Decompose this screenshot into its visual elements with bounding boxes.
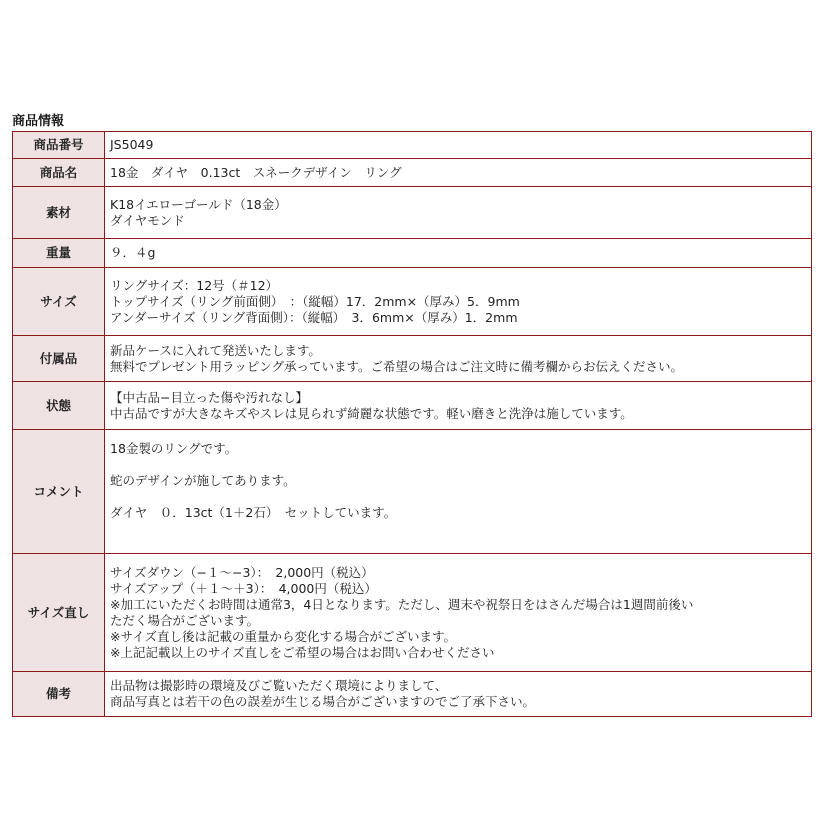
comment-line-3: ダイヤ ０．13ct（1＋2石） セットしています。 (110, 505, 397, 520)
row-accessories (13, 336, 812, 382)
condition-line-2: 中古品ですが大きなキズやスレは見られず綺麗な状態です。軽い磨きと洗浄は施しています。 (110, 405, 633, 421)
value-accessories (105, 336, 812, 382)
accessories-line-2: 無料でプレゼント用ラッピング承っています。ご希望の場合はご注文時に備考欄からお伝えください。 (110, 358, 684, 374)
comment-spacer-top (110, 432, 806, 441)
row-product-name (13, 159, 812, 187)
value-condition (105, 382, 812, 430)
label-size: サイズ (13, 268, 105, 336)
value-product-number (105, 132, 812, 159)
resize-line-6: ※上記記載以上のサイズ直しをご希望の場合はお問い合わせください (110, 644, 495, 660)
row-condition (13, 382, 812, 430)
comment-spacer-1 (110, 457, 806, 473)
row-resize (13, 554, 812, 672)
value-remarks (105, 672, 812, 717)
size-line-1: リングサイズ：12号（＃12） (110, 277, 279, 293)
material-line-1: K18イエローゴールド（18金） (110, 196, 287, 212)
product-number-text: JS5049 (110, 137, 154, 152)
row-product-number (13, 132, 812, 159)
product-name-text: 18金 ダイヤ 0.13ct スネークデザイン リング (110, 164, 402, 180)
condition-line-1: 【中古品−目立った傷や汚れなし】 (110, 389, 308, 405)
value-material (105, 187, 812, 239)
resize-line-3: ※加工にいただくお時間は通常3，4日となります。ただし、週末や祝祭日をはさんだ場合は1週間前後い (110, 596, 694, 612)
size-line-2: トップサイズ（リング前面側） ：（縦幅）17．2mm×（厚み）5．9mm (110, 293, 520, 309)
label-material: 素材 (13, 187, 105, 239)
label-product-name: 商品名 (13, 159, 105, 187)
resize-line-4: ただく場合がございます。 (110, 612, 260, 628)
label-resize: サイズ直し (13, 554, 105, 672)
row-remarks (13, 672, 812, 717)
label-product-number: 商品番号 (13, 132, 105, 159)
comment-spacer-2 (110, 489, 806, 505)
label-accessories: 付属品 (13, 336, 105, 382)
comment-line-2: 蛇のデザインが施してあります。 (110, 473, 296, 488)
resize-line-5: ※サイズ直し後は記載の重量から変化する場合がございます。 (110, 628, 456, 644)
value-weight (105, 239, 812, 268)
remarks-line-1: 出品物は撮影時の環境及びご覧いただく環境によりまして、 (110, 678, 448, 693)
row-size (13, 268, 812, 336)
row-comment (13, 430, 812, 554)
weight-text: ９．４g (110, 245, 156, 260)
label-comment: コメント (13, 430, 105, 554)
remarks-line-2: 商品写真とは若干の色の誤差が生じる場合がございますのでご了承下さい。 (110, 694, 536, 709)
value-resize (105, 554, 812, 672)
value-size (105, 268, 812, 336)
resize-line-2: サイズアップ（＋１〜＋3）： 4,000円（税込） (110, 580, 377, 596)
material-line-2: ダイヤモンド (110, 212, 185, 228)
row-material (13, 187, 812, 239)
comment-line-1: 18金製のリングです。 (110, 441, 238, 456)
product-info-table (12, 131, 812, 717)
row-weight (13, 239, 812, 268)
label-condition: 状態 (13, 382, 105, 430)
size-line-3: アンダーサイズ（リング背面側）：（縦幅） 3．6mm×（厚み）1．2mm (110, 309, 518, 325)
accessories-line-1: 新品ケースに入れて発送いたします。 (110, 342, 321, 358)
label-remarks: 備考 (13, 672, 105, 717)
value-comment (105, 430, 812, 554)
resize-line-1: サイズダウン（−１〜−3）： 2,000円（税込） (110, 564, 374, 580)
value-product-name (105, 159, 812, 187)
label-weight: 重量 (13, 239, 105, 268)
section-title: 商品情報 (12, 114, 65, 129)
